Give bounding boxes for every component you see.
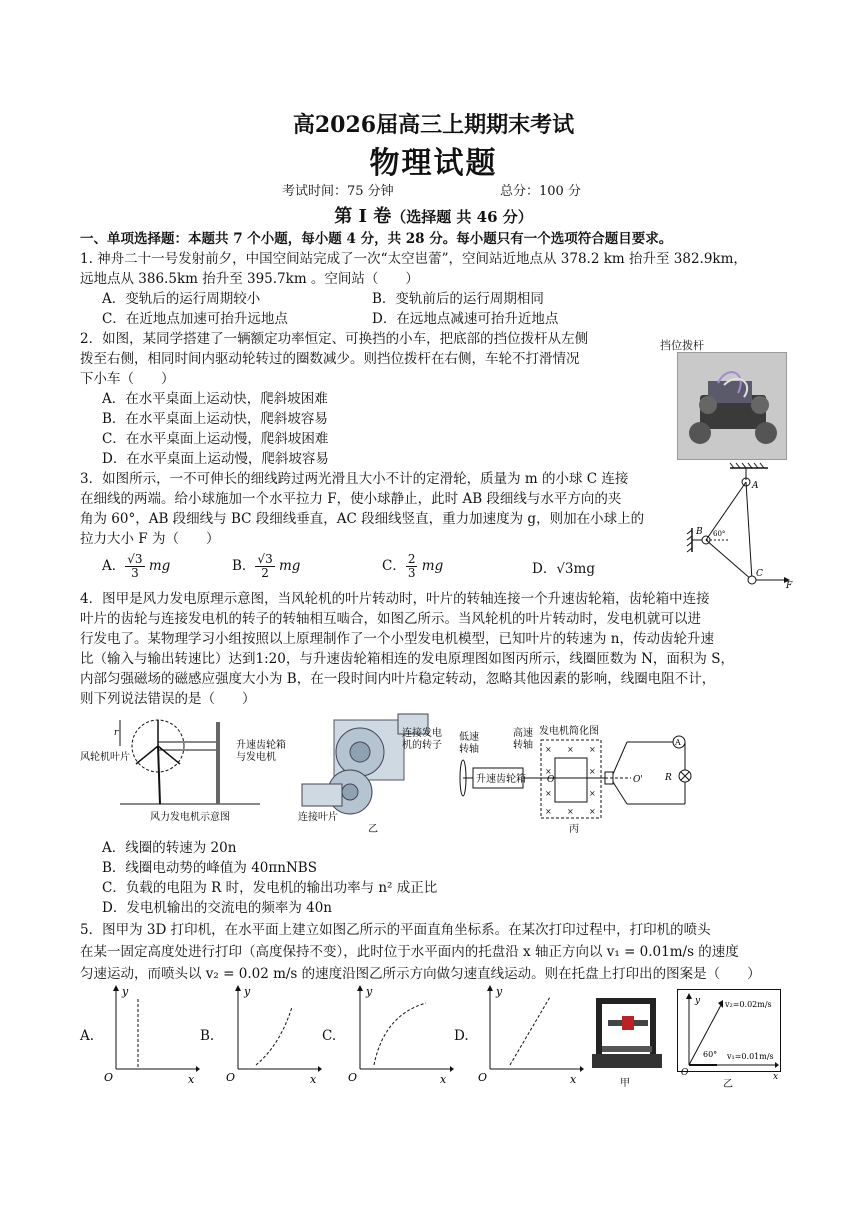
section-note: （选择题 共 46 分）	[391, 208, 533, 226]
svg-text:风力发电机示意图: 风力发电机示意图	[150, 812, 230, 823]
q1-line2: 远地点从 386.5km 抬升至 395.7km 。空间站（ ）	[80, 271, 419, 287]
q2-option-b: B．在水平桌面上运动快，爬斜坡容易	[102, 411, 328, 427]
toy-car-photo	[677, 352, 787, 460]
svg-text:风轮机叶片: 风轮机叶片	[80, 752, 130, 763]
svg-text:转轴: 转轴	[513, 740, 533, 751]
q2-line2: 拨至右侧，相同时间内驱动轮转过的圈数减少。则挡位拨杆在右侧，车轮不打滑情况	[80, 351, 580, 367]
q4-line6: 则下列说法错误的是（ ）	[80, 691, 256, 707]
pulley-diagram	[684, 462, 794, 588]
svg-text:F: F	[786, 581, 793, 588]
svg-text:×: ×	[567, 745, 574, 754]
svg-text:乙: 乙	[368, 824, 378, 835]
q1-option-d: D．在远地点减速可抬升近地点	[372, 311, 559, 327]
svg-text:O: O	[681, 1068, 689, 1078]
svg-text:×: ×	[589, 767, 596, 776]
q5-option-c-label: C.	[322, 1028, 337, 1044]
svg-text:×: ×	[589, 745, 596, 754]
svg-text:60°: 60°	[713, 530, 726, 538]
gearbox-diagram	[298, 706, 448, 836]
svg-text:R: R	[665, 773, 672, 783]
car-icon	[678, 353, 786, 459]
svg-text:x: x	[188, 1073, 195, 1085]
svg-text:x: x	[570, 1073, 577, 1085]
q3-line4: 拉力大小 F 为（ ）	[80, 531, 220, 547]
svg-text:r: r	[114, 728, 119, 738]
q1-option-b: B．变轨前后的运行周期相同	[372, 291, 544, 307]
svg-text:低速: 低速	[459, 732, 479, 743]
q2-option-d: D．在水平桌面上运动慢，爬斜坡容易	[102, 451, 329, 467]
svg-text:连接叶片: 连接叶片	[298, 812, 338, 823]
generator-schematic	[455, 724, 700, 836]
gearbox-label: 升速齿轮箱	[236, 740, 286, 751]
section-heading	[0, 202, 867, 228]
svg-text:O: O	[348, 1071, 358, 1084]
q2-option-a: A．在水平桌面上运动快，爬斜坡困难	[102, 391, 328, 407]
svg-text:v₁=0.01m/s: v₁=0.01m/s	[727, 1052, 774, 1061]
svg-text:甲: 甲	[620, 1078, 630, 1089]
wind-turbine-diagram	[80, 718, 300, 826]
svg-text:O: O	[226, 1071, 236, 1084]
svg-text:60°: 60°	[703, 1050, 718, 1059]
svg-text:机的转子: 机的转子	[402, 740, 442, 751]
q3-option-a: A． $\frac{√3}{3}$ mg	[102, 552, 171, 580]
printer-photo	[588, 990, 666, 1090]
q5-option-d-graph	[474, 985, 584, 1085]
svg-text:升速齿轮箱: 升速齿轮箱	[476, 774, 526, 785]
svg-text:×: ×	[545, 767, 552, 776]
section-title: 第 I 卷	[334, 206, 392, 227]
part-heading: 一、单项选择题：本题共 7 个小题，每小题 4 分，共 28 分。每小题只有一个选项符合题目要求。	[80, 231, 673, 247]
q4-option-d: D．发电机输出的交流电的频率为 40n	[102, 900, 332, 916]
svg-text:y: y	[122, 985, 129, 998]
svg-text:y: y	[244, 985, 251, 998]
svg-text:×: ×	[567, 807, 574, 816]
q4-option-a: A．线圈的转速为 20n	[102, 840, 237, 856]
q5-line2: 在某一固定高度处进行打印（高度保持不变），此时位于水平面内的托盘沿 x 轴正方向以 v₁ = 0.01m/s 的速度	[80, 944, 739, 960]
svg-text:x: x	[310, 1073, 317, 1085]
q2-option-c: C．在水平桌面上运动慢，爬斜坡困难	[102, 431, 329, 447]
q3-line3: 角为 60°，AB 段细线与 BC 段细线垂直，AC 段细线竖直，重力加速度为 g，则加在小球上的	[80, 511, 645, 527]
svg-text:×: ×	[545, 745, 552, 754]
q4-line3: 行发电了。某物理学习小组按照以上原理制作了一个小型发电机模型，已知叶片的转速为 n，传动齿轮升速	[80, 631, 714, 647]
svg-text:O: O	[478, 1071, 488, 1084]
svg-text:C: C	[756, 569, 763, 579]
subject-title: 物理试题	[369, 146, 498, 181]
q1-option-a: A．变轨后的运行周期较小	[102, 291, 261, 307]
svg-text:乙: 乙	[723, 1079, 733, 1090]
q5-option-d-label: D.	[454, 1028, 469, 1044]
q4-option-c: C．负载的电阻为 R 时，发电机的输出功率与 n² 成正比	[102, 880, 438, 896]
q4-option-b: B．线圈电动势的峰值为 40πnNBS	[102, 860, 317, 876]
q3-line2: 在细线的两端。给小球施加一个水平拉力 F，使小球静止，此时 AB 段细线与水平方向的夹	[80, 491, 622, 507]
q4-line1: 4．图甲是风力发电原理示意图，当风轮机的叶片转动时，叶片的转轴连接一个升速齿轮箱，齿轮箱中连接	[80, 591, 710, 607]
total-score: 总分：100 分	[500, 184, 581, 199]
svg-text:A: A	[752, 481, 759, 491]
q5-option-c-graph	[344, 985, 454, 1085]
svg-text:转轴: 转轴	[459, 744, 479, 755]
svg-text:x: x	[440, 1073, 447, 1085]
svg-text:O: O	[547, 775, 555, 785]
svg-text:丙: 丙	[569, 824, 579, 835]
svg-text:v₂=0.02m/s: v₂=0.02m/s	[725, 1000, 772, 1009]
svg-text:连接发电: 连接发电	[402, 728, 442, 739]
q1-line1: 1. 神舟二十一号发射前夕，中国空间站完成了一次“太空岜蕾”，空间站近地点从 378.2 km 抬升至 382.9km，	[80, 251, 747, 267]
q5-option-a-graph	[100, 985, 200, 1085]
svg-text:×: ×	[545, 807, 552, 816]
q2-gear-lever-label: 挡位拨杆	[660, 339, 704, 352]
q4-line5: 内部匀强磁场的磁感应强度大小为 B，在一段时间内叶片稳定转动，忽略其他因素的影响，线圈电阻不计，	[80, 671, 716, 687]
svg-text:×: ×	[589, 789, 596, 798]
q5-line3: 匀速运动，而喷头以 v₂ = 0.02 m/s 的速度沿图乙所示方向做匀速直线运动。则在托盘上打印出的图案是（ ）	[80, 966, 761, 982]
q4-line2: 叶片的齿轮与连接发电机的转子的转轴相互啮合，如图乙所示。当风轮机的叶片转动时，发电机就可以进	[80, 611, 701, 627]
svg-text:y: y	[366, 985, 373, 998]
q1-option-c: C．在近地点加速可抬升远地点	[102, 311, 288, 327]
svg-text:A: A	[675, 738, 681, 747]
q5-line1: 5．图甲为 3D 打印机，在水平面上建立如图乙所示的平面直角坐标系。在某次打印过程中，打印机的喷头	[80, 922, 711, 938]
svg-text:发电机简化图: 发电机简化图	[539, 726, 599, 737]
svg-text:×: ×	[589, 807, 596, 816]
svg-text:y: y	[496, 985, 503, 998]
exam-title: 高2026届高三上期期末考试	[292, 112, 575, 138]
q3-line1: 3．如图所示，一不可伸长的细线跨过两光滑且大小不计的定滑轮，质量为 m 的小球 C 连接	[80, 471, 629, 487]
q3-option-b: B． $\frac{√3}{2}$ mg	[232, 552, 301, 580]
svg-text:x: x	[773, 1072, 779, 1082]
q5-option-b-graph	[222, 985, 322, 1085]
velocity-diagram	[677, 989, 781, 1091]
q4-line4: 比（输入与输出转速比）达到1:20，与升速齿轮箱相连的发电原理图如图丙所示，线圈匝数为 N，面积为 S，	[80, 651, 734, 667]
q3-option-c: C． $\frac{2}{3}$ mg	[382, 552, 444, 580]
svg-text:y: y	[695, 996, 701, 1006]
q2-line3: 下小车（ ）	[80, 371, 175, 387]
svg-text:高速: 高速	[513, 728, 533, 739]
q3-option-d: D．√3mg	[532, 561, 595, 577]
svg-text:O': O'	[633, 775, 643, 785]
q5-option-a-label: A.	[80, 1028, 95, 1044]
q2-line1: 2．如图，某同学搭建了一辆额定功率恒定、可换挡的小车，把底部的挡位拨杆从左侧	[80, 331, 589, 347]
svg-text:与发电机: 与发电机	[236, 752, 276, 763]
exam-time: 考试时间：75 分钟	[282, 184, 394, 199]
svg-text:O: O	[104, 1071, 114, 1084]
q5-option-b-label: B.	[200, 1028, 215, 1044]
svg-text:B: B	[696, 527, 703, 537]
svg-text:×: ×	[545, 789, 552, 798]
